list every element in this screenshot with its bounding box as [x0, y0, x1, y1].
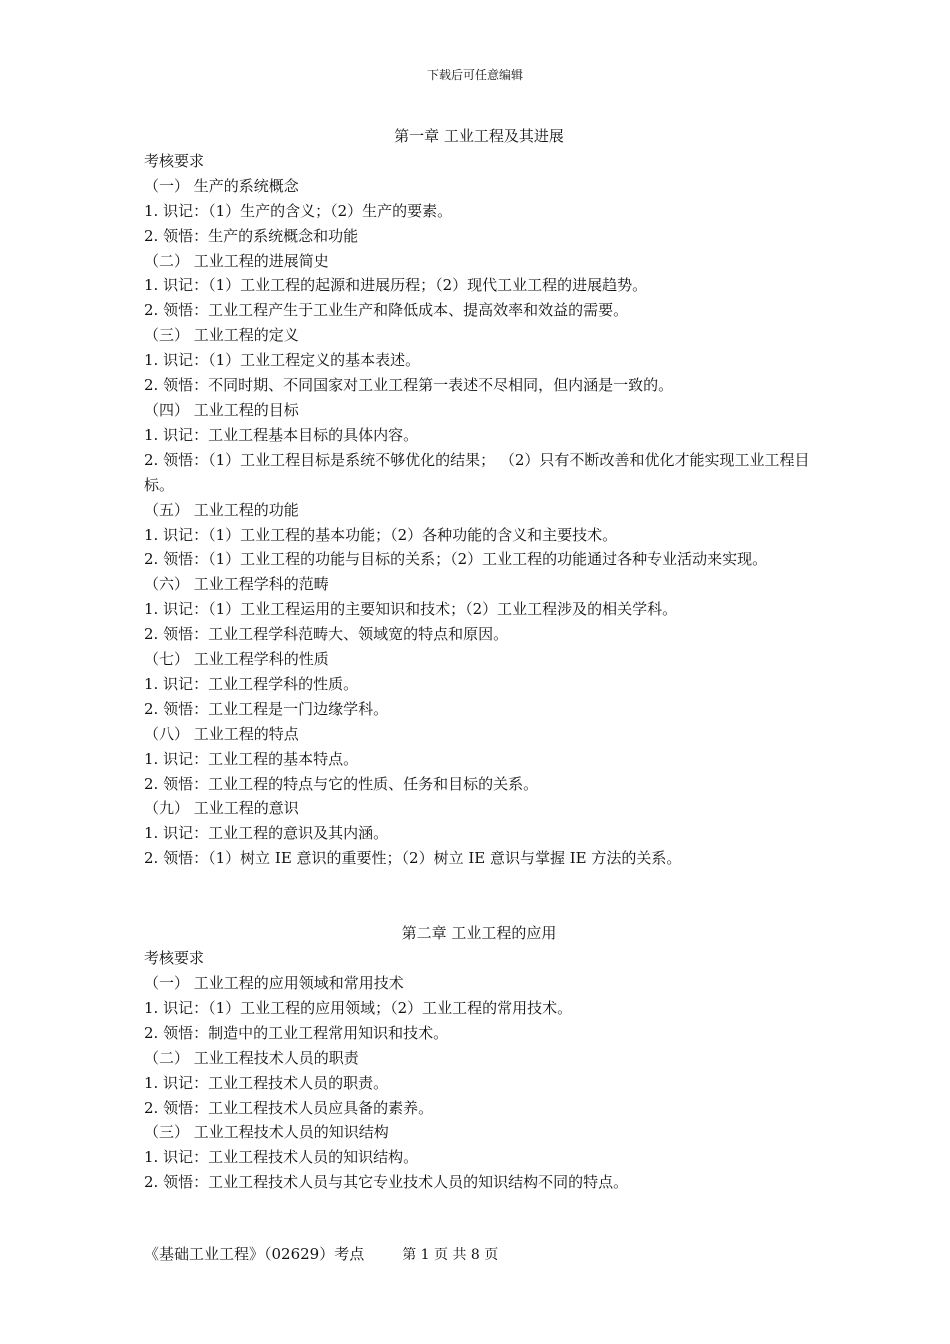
- exam-requirements-heading: 考核要求: [144, 949, 205, 968]
- item-line: 2. 领悟：工业工程技术人员应具备的素养。: [144, 1098, 434, 1117]
- item-line: 2. 领悟：工业工程学科范畴大、领域宽的特点和原因。: [144, 625, 509, 644]
- item-line: 2. 领悟：生产的系统概念和功能: [144, 226, 359, 245]
- chapter-2-content: [144, 946, 814, 1195]
- section-heading: （一） 工业工程的应用领域和常用技术: [144, 974, 404, 992]
- footer-page-number: 第 1 页 共 8 页: [402, 1247, 499, 1263]
- item-line: 2. 领悟：（1）树立 IE 意识的重要性；（2）树立 IE 意识与掌握 IE 方法的关系。: [144, 849, 682, 868]
- item-line: 2. 领悟：（1）工业工程目标是系统不够优化的结果； （2）只有不断改善和优化才能实现工业工程目标。: [144, 450, 810, 494]
- item-line: 1. 识记：（1）工业工程的基本功能；（2）各种功能的含义和主要技术。: [144, 525, 618, 544]
- page-footer: [144, 1243, 498, 1264]
- section-heading: （一） 生产的系统概念: [144, 176, 299, 195]
- section-heading: （八） 工业工程的特点: [144, 724, 299, 743]
- section-heading: （三） 工业工程的定义: [144, 326, 299, 345]
- item-line: 1. 识记：工业工程学科的性质。: [144, 674, 359, 693]
- page-header: 下载后可任意编辑: [426, 68, 523, 82]
- document-body: [144, 124, 814, 1195]
- item-line: 1. 识记：（1）工业工程定义的基本表述。: [144, 351, 421, 370]
- item-line: 1. 识记：（1）工业工程的应用领域；（2）工业工程的常用技术。: [144, 998, 573, 1017]
- section-heading: （五） 工业工程的功能: [144, 500, 299, 519]
- item-line: 2. 领悟：工业工程技术人员与其它专业技术人员的知识结构不同的特点。: [144, 1173, 629, 1192]
- item-line: 1. 识记：工业工程的意识及其内涵。: [144, 824, 389, 843]
- section-heading: （二） 工业工程技术人员的职责: [144, 1048, 359, 1067]
- chapter-spacer: [144, 871, 814, 921]
- item-line: 2. 领悟：不同时期、不同国家对工业工程第一表述不尽相同，但内涵是一致的。: [144, 376, 674, 395]
- chapter-2-title: 第二章 工业工程的应用: [401, 924, 557, 943]
- chapter-1-content: [144, 149, 814, 871]
- footer-course-title: 《基础工业工程》（02629）考点: [144, 1245, 365, 1263]
- section-heading: （七） 工业工程学科的性质: [144, 650, 329, 669]
- item-line: 1. 识记：工业工程的基本特点。: [144, 749, 359, 768]
- item-line: 2. 领悟：（1）工业工程的功能与目标的关系；（2）工业工程的功能通过各种专业活动来实现。: [144, 550, 768, 569]
- item-line: 1. 识记：（1）工业工程运用的主要知识和技术；（2）工业工程涉及的相关学科。: [144, 600, 678, 619]
- item-line: 2. 领悟：制造中的工业工程常用知识和技术。: [144, 1023, 449, 1042]
- section-heading: （四） 工业工程的目标: [144, 400, 299, 419]
- section-heading: （六） 工业工程学科的范畴: [144, 575, 329, 594]
- item-line: 1. 识记：工业工程技术人员的知识结构。: [144, 1148, 419, 1167]
- item-line: 2. 领悟：工业工程的特点与它的性质、任务和目标的关系。: [144, 774, 539, 793]
- item-line: 1. 识记：工业工程基本目标的具体内容。: [144, 425, 419, 444]
- section-heading: （三） 工业工程技术人员的知识结构: [144, 1123, 389, 1142]
- item-line: 2. 领悟：工业工程产生于工业生产和降低成本、提高效率和效益的需要。: [144, 301, 629, 320]
- item-line: 1. 识记：工业工程技术人员的职责。: [144, 1073, 389, 1092]
- item-line: 2. 领悟：工业工程是一门边缘学科。: [144, 699, 389, 718]
- chapter-1-title: 第一章 工业工程及其进展: [394, 127, 564, 145]
- item-line: 1. 识记：（1）生产的含义；（2）生产的要素。: [144, 201, 453, 220]
- section-heading: （二） 工业工程的进展简史: [144, 251, 329, 270]
- section-heading: （九） 工业工程的意识: [144, 799, 299, 818]
- exam-requirements-heading: 考核要求: [144, 151, 205, 170]
- item-line: 1. 识记：（1）工业工程的起源和进展历程；（2）现代工业工程的进展趋势。: [144, 276, 648, 295]
